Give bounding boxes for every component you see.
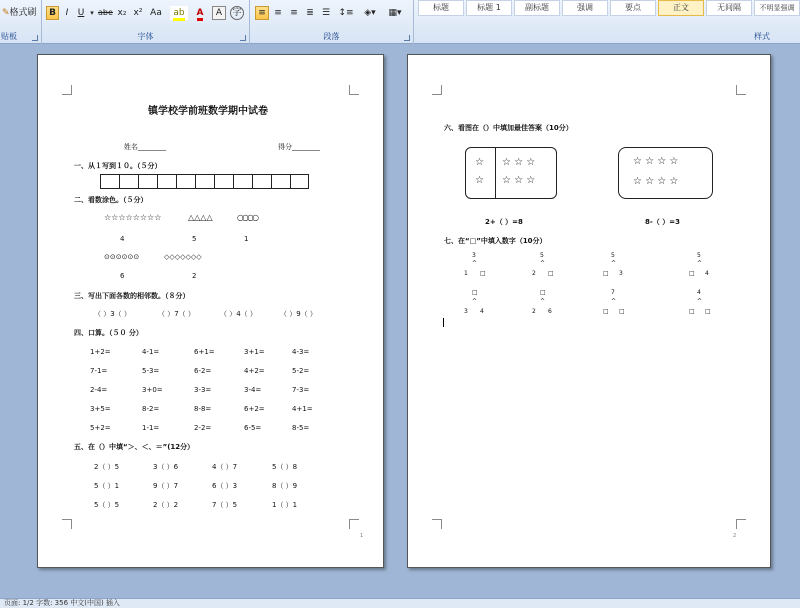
grid-cell <box>138 174 157 189</box>
math-cell: 4-1= <box>142 348 160 356</box>
math-cell: 6-5= <box>244 424 262 432</box>
compare-item: 5（ ）1 <box>94 482 120 490</box>
grid-cell <box>195 174 214 189</box>
tree-left: 1 <box>464 270 468 277</box>
equation-1: 2+（ ）=8 <box>485 218 523 226</box>
style-subtitle[interactable]: 副标题 <box>514 0 560 16</box>
circle-dot-shapes: ⊙⊙⊙⊙⊙⊙ <box>104 253 140 261</box>
tree-branch-icon: ^ <box>540 298 546 305</box>
tree-left: 2 <box>532 270 536 277</box>
neighbor-item: （ ）7（ ） <box>158 310 195 318</box>
star-group-left: ☆ <box>475 175 484 186</box>
math-cell: 1-1= <box>142 424 160 432</box>
grid-cell <box>100 174 119 189</box>
document-page-1 <box>37 54 384 568</box>
tree-branch-icon: ^ <box>540 260 546 267</box>
neighbor-item: （ ）4（ ） <box>220 310 257 318</box>
paragraph-launcher-icon[interactable] <box>404 35 410 41</box>
tree-top: 5 <box>611 252 615 259</box>
compare-item: 8（ ）9 <box>272 482 298 490</box>
font-color-button[interactable] <box>192 6 208 20</box>
compare-item: 4（ ）7 <box>212 463 238 471</box>
align-center-icon: ≡ <box>274 8 282 18</box>
styles-group <box>414 0 800 44</box>
enclose-characters-button[interactable] <box>230 6 244 20</box>
star-group-left: ☆ <box>475 157 484 168</box>
stars-shapes: ☆☆☆☆☆☆☆☆ <box>104 213 162 222</box>
crop-mark <box>62 85 72 95</box>
math-cell: 3+0= <box>142 386 163 394</box>
borders-button[interactable] <box>384 6 406 20</box>
compare-item: 2（ ）5 <box>94 463 120 471</box>
grid-cell <box>214 174 233 189</box>
tree-right: 4 <box>480 308 484 315</box>
enclose-characters-icon: 字 <box>232 8 242 18</box>
tree-left: □ <box>689 308 695 315</box>
grid-cell <box>176 174 195 189</box>
question-4: 四、口算。（５０ 分） <box>74 329 143 337</box>
tree-left: 2 <box>532 308 536 315</box>
star-group: ☆ ☆ ☆ ☆ <box>633 156 679 167</box>
count-label: 1 <box>244 235 249 243</box>
star-box-1 <box>465 147 557 199</box>
count-label: 4 <box>120 235 125 243</box>
align-center-button[interactable] <box>271 6 285 20</box>
align-right-icon: ≡ <box>290 8 298 18</box>
grid-cell <box>252 174 271 189</box>
grid-cell <box>290 174 309 189</box>
underline-dropdown-icon[interactable]: ▾ <box>90 9 94 17</box>
star-box-2 <box>618 147 713 199</box>
tree-top: 5 <box>697 252 701 259</box>
crop-mark <box>62 519 72 529</box>
math-cell: 6+1= <box>194 348 215 356</box>
style-heading[interactable]: 标题 <box>418 0 464 16</box>
math-cell: 5-3= <box>142 367 160 375</box>
triangle-shapes: △△△△ <box>188 213 213 222</box>
bold-button[interactable]: B <box>46 6 59 20</box>
style-emphasis[interactable]: 强调 <box>562 0 608 16</box>
subscript-button[interactable]: x₂ <box>117 8 127 18</box>
status-bar: 页面: 1/2 字数: 356 中文(中国) 插入 <box>0 598 800 608</box>
tree-top: 5 <box>540 252 544 259</box>
change-case-button[interactable]: Aa <box>150 8 162 18</box>
justify-icon: ≣ <box>306 8 314 18</box>
diamond-shapes: ◇◇◇◇◇◇◇ <box>164 253 202 261</box>
math-cell: 8-2= <box>142 405 160 413</box>
equation-2: 8-（ ）=3 <box>645 218 680 226</box>
question-5: 五、在（）中填“＞、＜、＝”(12分） <box>74 443 195 451</box>
tree-branch-icon: ^ <box>697 260 703 267</box>
compare-item: 7（ ）5 <box>212 501 238 509</box>
math-cell: 3-3= <box>194 386 212 394</box>
font-group-label: 字体 <box>137 32 154 41</box>
tree-right: □ <box>548 270 554 277</box>
math-cell: 8-5= <box>292 424 310 432</box>
tree-right: □ <box>705 308 711 315</box>
align-left-button[interactable] <box>255 6 269 20</box>
question-7: 七、在“□”中填入数字（10分） <box>444 237 547 245</box>
tree-left: 3 <box>464 308 468 315</box>
writing-grid <box>100 174 309 189</box>
count-label: 6 <box>120 272 125 280</box>
compare-item: 1（ ）1 <box>272 501 298 509</box>
document-page-2 <box>407 54 771 568</box>
font-launcher-icon[interactable] <box>240 35 246 41</box>
styles-group-label: 样式 <box>754 32 770 41</box>
tree-branch-icon: ^ <box>611 298 617 305</box>
superscript-button[interactable]: x² <box>133 8 143 18</box>
name-label: 姓名________ <box>124 143 166 151</box>
neighbor-item: （ ）9（ ） <box>280 310 317 318</box>
style-no-spacing[interactable]: 无间隔 <box>706 0 752 16</box>
underline-button[interactable]: U <box>77 8 85 18</box>
math-cell: 7-1= <box>90 367 108 375</box>
crop-mark <box>349 85 359 95</box>
compare-item: 5（ ）8 <box>272 463 298 471</box>
ribbon <box>0 0 800 44</box>
tree-right: 6 <box>548 308 552 315</box>
tree-top: □ <box>472 289 478 296</box>
compare-item: 5（ ）5 <box>94 501 120 509</box>
character-shading-button[interactable] <box>212 6 226 20</box>
math-cell: 5-2= <box>292 367 310 375</box>
question-3: 三、写出下面各数的相邻数。（８分） <box>74 292 190 300</box>
grid-cell <box>157 174 176 189</box>
tree-top: 7 <box>611 289 615 296</box>
neighbor-item: （ ）3（ ） <box>94 310 131 318</box>
tree-right: 4 <box>705 270 709 277</box>
borders-icon: ▦▾ <box>388 8 402 18</box>
tree-top: 4 <box>697 289 701 296</box>
score-label: 得分________ <box>278 143 320 151</box>
crop-mark <box>349 519 359 529</box>
tree-branch-icon: ^ <box>611 260 617 267</box>
math-cell: 2-2= <box>194 424 212 432</box>
tree-top: □ <box>540 289 546 296</box>
paint-bucket-icon: ◈▾ <box>364 8 376 18</box>
page-number: 1 <box>360 533 364 539</box>
tree-left: □ <box>689 270 695 277</box>
style-strong[interactable]: 要点 <box>610 0 656 16</box>
line-spacing-icon: ↕≡ <box>338 8 354 18</box>
character-shading-icon: A <box>215 8 223 18</box>
math-cell: 1+2= <box>90 348 111 356</box>
math-cell: 4+1= <box>292 405 313 413</box>
math-cell: 3-4= <box>244 386 262 394</box>
style-normal[interactable]: 正文 <box>658 0 704 16</box>
count-label: 2 <box>192 272 197 280</box>
compare-item: 6（ ）3 <box>212 482 238 490</box>
oval-shapes: ○○○○ <box>237 213 257 222</box>
math-cell: 4-3= <box>292 348 310 356</box>
grid-cell <box>271 174 290 189</box>
line-spacing-button[interactable] <box>336 6 356 20</box>
paragraph-group <box>250 0 414 44</box>
clipboard-launcher-icon[interactable] <box>32 35 38 41</box>
tree-right: □ <box>619 308 625 315</box>
crop-mark <box>432 519 442 529</box>
grid-cell <box>119 174 138 189</box>
compare-item: 9（ ）7 <box>153 482 179 490</box>
question-1: 一、从１写到１０。（５分） <box>74 162 162 170</box>
tree-left: □ <box>603 270 609 277</box>
tree-left: □ <box>603 308 609 315</box>
text-cursor[interactable] <box>443 318 444 327</box>
star-group-right: ☆ ☆ ☆ <box>502 175 536 186</box>
math-cell: 7-3= <box>292 386 310 394</box>
star-group-right: ☆ ☆ ☆ <box>502 157 536 168</box>
justify-button[interactable] <box>303 6 317 20</box>
italic-button[interactable]: I <box>65 8 69 18</box>
tree-top: 3 <box>472 252 476 259</box>
align-right-button[interactable] <box>287 6 301 20</box>
clipboard-group <box>0 0 42 44</box>
paragraph-group-label: 段落 <box>323 32 340 41</box>
star-group: ☆ ☆ ☆ ☆ <box>633 176 679 187</box>
highlight-button[interactable] <box>170 6 188 20</box>
math-cell: 3+1= <box>244 348 265 356</box>
distributed-button[interactable] <box>319 6 333 20</box>
highlighter-icon: ab <box>173 8 184 21</box>
math-cell: 3+5= <box>90 405 111 413</box>
strikethrough-button[interactable]: abe <box>98 8 113 17</box>
math-cell: 2-4= <box>90 386 108 394</box>
distributed-icon: ☰ <box>321 8 331 18</box>
font-group <box>42 0 250 44</box>
font-color-icon: A <box>197 8 204 21</box>
grid-cell <box>233 174 252 189</box>
question-2: 二、看数涂色。（５分） <box>74 196 148 204</box>
crop-mark <box>432 85 442 95</box>
tree-branch-icon: ^ <box>472 298 478 305</box>
tree-right: □ <box>480 270 486 277</box>
shading-button[interactable] <box>359 6 381 20</box>
math-cell: 6+2= <box>244 405 265 413</box>
style-heading-1[interactable]: 标题 1 <box>466 0 512 16</box>
page-number: 2 <box>733 533 737 539</box>
compare-item: 2（ ）2 <box>153 501 179 509</box>
math-cell: 6-2= <box>194 367 212 375</box>
compare-item: 3（ ）6 <box>153 463 179 471</box>
align-left-icon: ≡ <box>258 8 266 18</box>
tree-branch-icon: ^ <box>472 260 478 267</box>
math-cell: 5+2= <box>90 424 111 432</box>
tree-right: 3 <box>619 270 623 277</box>
math-cell: 8-8= <box>194 405 212 413</box>
question-6: 六、看图在（）中填加最佳答案（10分） <box>444 124 573 132</box>
crop-mark <box>736 519 746 529</box>
brush-icon: ✎ <box>2 8 10 18</box>
math-cell: 4+2= <box>244 367 265 375</box>
count-label: 5 <box>192 235 197 243</box>
box-divider <box>495 148 496 198</box>
style-subtle-emphasis[interactable]: 不明显强调 <box>754 0 800 16</box>
tree-branch-icon: ^ <box>697 298 703 305</box>
crop-mark <box>736 85 746 95</box>
page-title: 镇学校学前班数学期中试卷 <box>148 106 268 117</box>
format-painter-button[interactable]: ✎格式刷 <box>2 8 37 18</box>
clipboard-group-label: 贴板 <box>1 32 17 41</box>
